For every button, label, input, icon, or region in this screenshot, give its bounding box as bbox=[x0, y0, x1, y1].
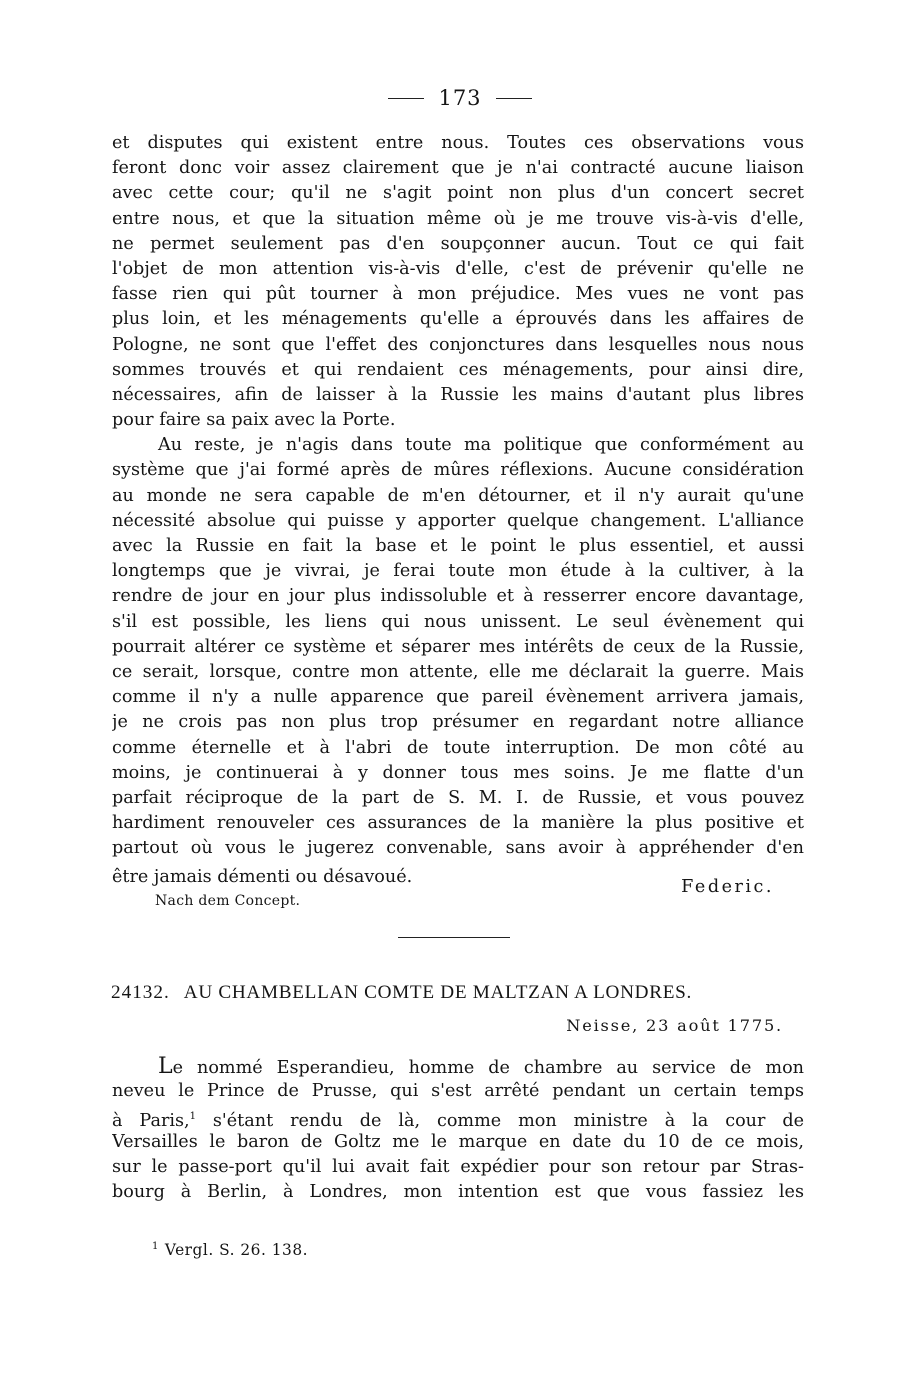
letter-body bbox=[112, 131, 804, 861]
text-line: sommes trouvés et qui rendaient ces ménagements, pour ainsi dire, bbox=[112, 359, 804, 380]
header-rule-right bbox=[496, 98, 532, 99]
text-line: comme il n'y a nulle apparence que pareil évènement arrivera jamais, bbox=[112, 687, 804, 708]
text-line: et disputes qui existent entre nous. Toutes ces observations vous bbox=[112, 133, 804, 153]
header-rule-left bbox=[388, 98, 424, 99]
letter-title: AU CHAMBELLAN COMTE DE MALTZAN A LONDRES. bbox=[183, 982, 692, 1003]
footnote-marker: 1 bbox=[152, 1241, 159, 1252]
footnote bbox=[152, 1241, 308, 1259]
paragraph-start-line: Au reste, je n'agis dans toute ma politique que conformément au bbox=[158, 435, 804, 456]
text-line: neveu le Prince de Prusse, qui s'est arrêté pendant un certain temps bbox=[112, 1081, 804, 1102]
text-line: longtemps que je vivrai, je ferai toute mon étude à la cultiver, à la bbox=[112, 561, 804, 582]
text-line: hardiment renouveler ces assurances de la manière la plus positive et bbox=[112, 813, 804, 834]
text-line: parfait réciproque de la part de S. M. I. de Russie, et vous pouvez bbox=[112, 787, 804, 808]
text-line: l'objet de mon attention vis-à-vis d'elle, c'est de prévenir qu'elle ne bbox=[112, 258, 804, 279]
text-line: plus loin, et les ménagements qu'elle a éprouvés dans les affaires de bbox=[112, 309, 804, 330]
text-line: fasse rien qui pût tourner à mon préjudice. Mes vues ne vont pas bbox=[112, 284, 804, 305]
footnote-reference: 1 bbox=[189, 1111, 196, 1123]
text-line: Versailles le baron de Goltz me le marque en date du 10 de ce mois, bbox=[112, 1131, 804, 1152]
section-divider bbox=[398, 937, 510, 938]
letter-number: 24132. bbox=[111, 982, 170, 1003]
initial-letter: L bbox=[158, 1054, 173, 1079]
text-run: e nommé Esperandieu, homme de chambre au service de mon bbox=[172, 1058, 804, 1078]
text-line: avec cette cour; qu'il ne s'agit point non plus d'un concert secret bbox=[112, 183, 804, 204]
text-line: ce serait, lorsque, contre mon attente, elle me déclarait la guerre. Mais bbox=[112, 661, 804, 682]
text-line: bourg à Berlin, à Londres, mon intention est que vous fassiez les bbox=[112, 1181, 804, 1202]
paragraph-start-line bbox=[112, 1054, 804, 1079]
text-line: système que j'ai formé après de mûres réflexions. Aucune considération bbox=[112, 460, 804, 481]
source-note: Nach dem Concept. bbox=[155, 893, 301, 909]
text-line: partout où vous le jugerez convenable, sans avoir à appréhender d'en bbox=[112, 838, 804, 859]
footnote-text: Vergl. S. 26. 138. bbox=[164, 1241, 309, 1260]
letter-body-2 bbox=[112, 1054, 804, 1205]
text-line: ne permet seulement pas d'en soupçonner aucun. Tout ce qui fait bbox=[112, 233, 804, 254]
text-run: à Paris, bbox=[112, 1111, 190, 1130]
text-line: rendre de jour en jour plus indissoluble et à resserrer encore davantage, bbox=[112, 586, 804, 607]
text-line: moins, je continuerai à y donner tous mes soins. Je me flatte d'un bbox=[112, 762, 804, 783]
text-line: feront donc voir assez clairement que je n'ai contracté aucune liaison bbox=[112, 158, 804, 179]
text-line: pour faire sa paix avec la Porte. bbox=[112, 410, 396, 431]
closing-line: être jamais démenti ou désavoué. bbox=[112, 867, 413, 887]
text-line: nécessité absolue qui puisse y apporter quelque changement. L'alliance bbox=[112, 510, 804, 531]
text-line: au monde ne sera capable de m'en détourner, et il n'y aurait qu'une bbox=[112, 485, 804, 506]
text-line: je ne crois pas non plus trop présumer en regardant notre alliance bbox=[112, 712, 804, 733]
text-line: s'il est possible, les liens qui nous unissent. Le seul évènement qui bbox=[112, 611, 804, 632]
text-line: pourrait altérer ce système et séparer mes intérêts de ceux de la Russie, bbox=[112, 636, 804, 657]
text-line: comme éternelle et à l'abri de toute interruption. De mon côté au bbox=[112, 737, 804, 758]
dateline: Neisse, 23 août 1775. bbox=[566, 1016, 783, 1035]
signature: Federic. bbox=[681, 877, 774, 897]
text-line: avec la Russie en fait la base et le point le plus essentiel, et aussi bbox=[112, 536, 804, 556]
text-line bbox=[112, 1104, 804, 1129]
text-line: sur le passe-port qu'il lui avait fait expédier pour son retour par Stras- bbox=[112, 1156, 804, 1177]
text-line: entre nous, et que la situation même où je me trouve vis-à-vis d'elle, bbox=[112, 208, 804, 229]
text-line: Pologne, ne sont que l'effet des conjonctures dans lesquelles nous nous bbox=[112, 334, 804, 355]
letter-heading bbox=[111, 982, 805, 1004]
text-line: nécessaires, afin de laisser à la Russie les mains d'autant plus libres bbox=[112, 384, 804, 405]
page-header bbox=[380, 86, 540, 110]
text-run: s'étant rendu de là, comme mon ministre à la cour de bbox=[195, 1111, 804, 1130]
page-number: 173 bbox=[438, 86, 482, 110]
